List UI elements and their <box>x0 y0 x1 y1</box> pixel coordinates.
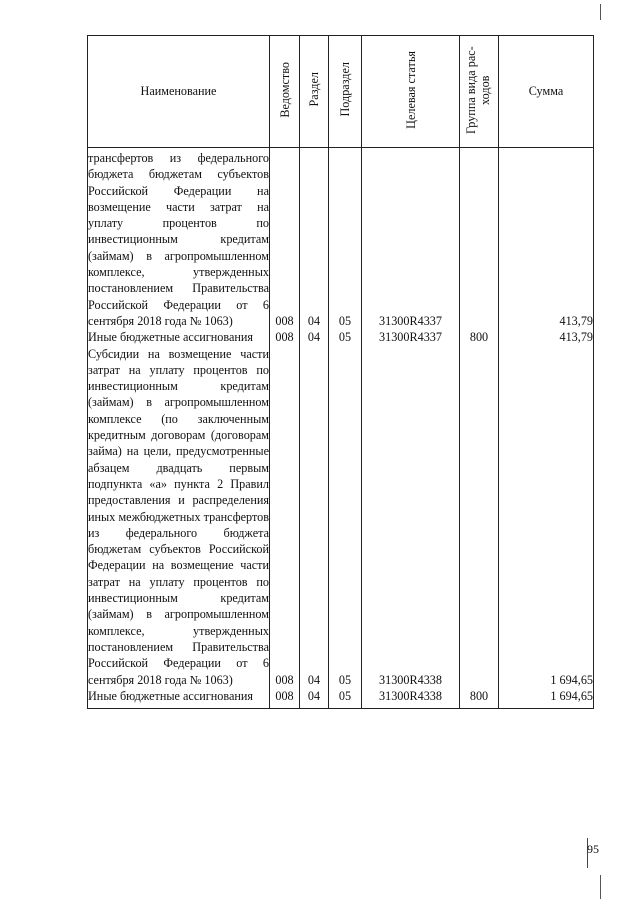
row-podrazdel: 05 <box>329 688 362 709</box>
row-razdel: 04 <box>300 346 329 688</box>
row-podrazdel: 05 <box>329 148 362 330</box>
row-summa: 1 694,65 <box>499 688 594 709</box>
row-gruppa: 800 <box>460 688 499 709</box>
row-podrazdel: 05 <box>329 329 362 345</box>
header-vedomstvo: Ведомство <box>270 36 300 148</box>
row-gruppa: 800 <box>460 329 499 345</box>
row-gruppa <box>460 148 499 330</box>
header-celevaya-statya: Целевая статья <box>362 36 460 148</box>
row-celevaya-statya: 31300R4338 <box>362 346 460 688</box>
margin-tick-bottom <box>600 875 601 899</box>
row-name: Иные бюджетные ассигнования <box>88 329 270 345</box>
row-summa: 413,79 <box>499 329 594 345</box>
table-row <box>88 329 594 345</box>
row-celevaya-statya: 31300R4337 <box>362 148 460 330</box>
margin-tick-top <box>600 4 601 20</box>
row-summa: 413,79 <box>499 148 594 330</box>
table-row <box>88 148 594 330</box>
table-row <box>88 688 594 709</box>
row-vedomstvo: 008 <box>270 346 300 688</box>
row-name: Иные бюджетные ассигнования <box>88 688 270 709</box>
row-podrazdel: 05 <box>329 346 362 688</box>
header-gruppa-vida-rashodov: Группа вида рас-ходов <box>460 36 499 148</box>
table-row <box>88 346 594 688</box>
row-summa: 1 694,65 <box>499 346 594 688</box>
row-razdel: 04 <box>300 688 329 709</box>
header-podrazdel: Подраздел <box>329 36 362 148</box>
row-razdel: 04 <box>300 148 329 330</box>
table-header-row <box>88 36 594 148</box>
row-name: трансфертов из федерального бюджета бюджетам субъектов Российской Федерации на возмещение части затрат на уплату процентов по инвестиционным кредитам (займам) в агропромышленном комплексе, утвержденных постановлением Правительства Российской Федерации от 6 сентября 2018 года № 1063) <box>88 148 270 330</box>
row-razdel: 04 <box>300 329 329 345</box>
row-celevaya-statya: 31300R4338 <box>362 688 460 709</box>
page-number: 95 <box>587 842 599 856</box>
row-vedomstvo: 008 <box>270 329 300 345</box>
header-summa: Сумма <box>499 36 594 148</box>
row-vedomstvo: 008 <box>270 148 300 330</box>
row-gruppa <box>460 346 499 688</box>
header-name: Наименование <box>88 36 270 148</box>
budget-table <box>87 35 594 709</box>
header-razdel: Раздел <box>300 36 329 148</box>
row-celevaya-statya: 31300R4337 <box>362 329 460 345</box>
row-vedomstvo: 008 <box>270 688 300 709</box>
row-name: Субсидии на возмещение части затрат на уплату процентов по инвестиционным кредитам (займам) в агропромышленном комплексе (по заключенным кредитным договорам (договорам займа) на цели, предусмотренные абзацем двадцать первым подпункта «а» пункта 2 Правил предоставления и распределения иных межбюджетных трансфертов из федерального бюджета бюджетам субъектов Российской Федерации на возмещение части затрат на уплату процентов по инвестиционным кредитам (займам) в агропромышленном комплексе, утвержденных постановлением Правительства Российской Федерации от 6 сентября 2018 года № 1063) <box>88 346 269 687</box>
